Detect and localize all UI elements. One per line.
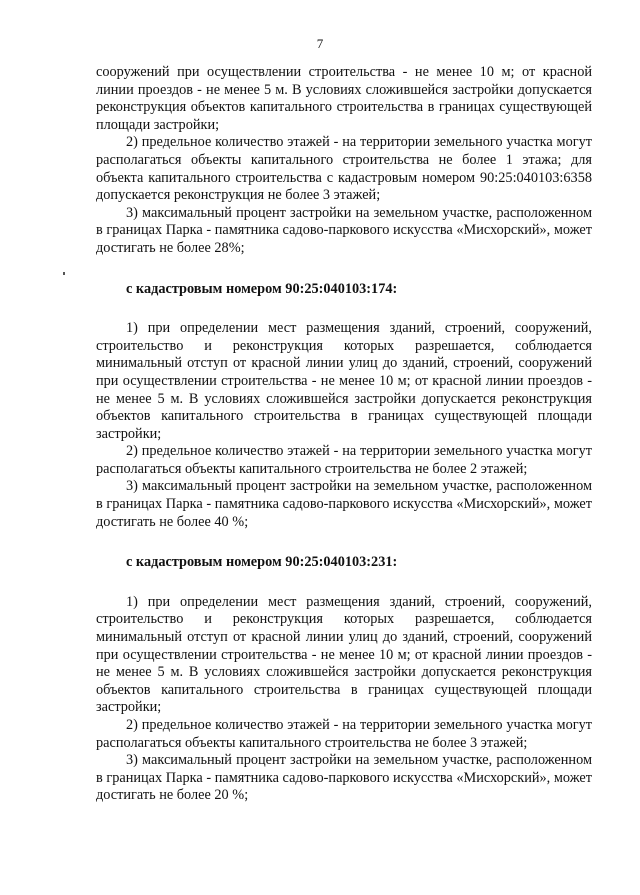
page-number: 7 <box>316 36 324 51</box>
document-body <box>96 64 592 805</box>
margin-mark <box>63 272 65 275</box>
section-heading-231: с кадастровым номером 90:25:040103:231: <box>126 554 398 571</box>
intro-paragraph-1: сооружений при осуществлении строительства - не менее 10 м; от красной линии проездов - не менее 5 м. В условиях сложившейся застройки допускается реконструкция объектов капитального строительства в границах существующей площади застройки; <box>96 64 592 133</box>
section-174-paragraph-2: 2) предельное количество этажей - на территории земельного участка могут располагаться объекты капитального строительства не более 2 этажей; <box>96 443 592 477</box>
section-174-paragraph-1: 1) при определении мест размещения зданий, строений, сооружений, строительство и реконструкция которых разрешается, соблюдается минимальный отступ от красной линии улиц до зданий, строений, сооружений при осуществлении строительства - не менее 10 м; от красной линии проездов - не менее 5 м. В условиях сложившейся застройки допускается реконструкция объектов капитального строительства в границах существующей площади застройки; <box>96 320 592 442</box>
section-heading-174: с кадастровым номером 90:25:040103:174: <box>126 280 398 297</box>
intro-paragraph-2: 2) предельное количество этажей - на территории земельного участка могут располагаться объекты капитального строительства не более 1 этажа; для объекта капитального строительства с кадастровым номером 90:25:040103:6358 допускается реконструкция не более 3 этажей; <box>96 134 592 204</box>
section-231-paragraph-3: 3) максимальный процент застройки на земельном участке, расположенном в границах Парка - памятника садово-паркового искусства «Мисхорский», может достигать не более 20 %; <box>96 752 592 804</box>
section-231-paragraph-2: 2) предельное количество этажей - на территории земельного участка могут располагаться объекты капитального строительства не более 3 этажей; <box>96 717 592 751</box>
section-231-paragraph-1: 1) при определении мест размещения зданий, строений, сооружений, строительство и реконструкция которых разрешается, соблюдается минимальный отступ от красной линии улиц до зданий, строений, сооружений при осуществлении строительства - не менее 10 м; от красной линии проездов - не менее 5 м. В условиях сложившейся застройки допускается реконструкция объектов капитального строительства в границах существующей площади застройки; <box>96 593 592 716</box>
section-174-paragraph-3: 3) максимальный процент застройки на земельном участке, расположенном в границах Парка - памятника садово-паркового искусства «Мисхорский», может достигать не более 40 %; <box>96 478 592 530</box>
intro-paragraph-3: 3) максимальный процент застройки на земельном участке, расположенном в границах Парка - памятника садово-паркового искусства «Мисхорский», может достигать не более 28%; <box>96 204 592 256</box>
